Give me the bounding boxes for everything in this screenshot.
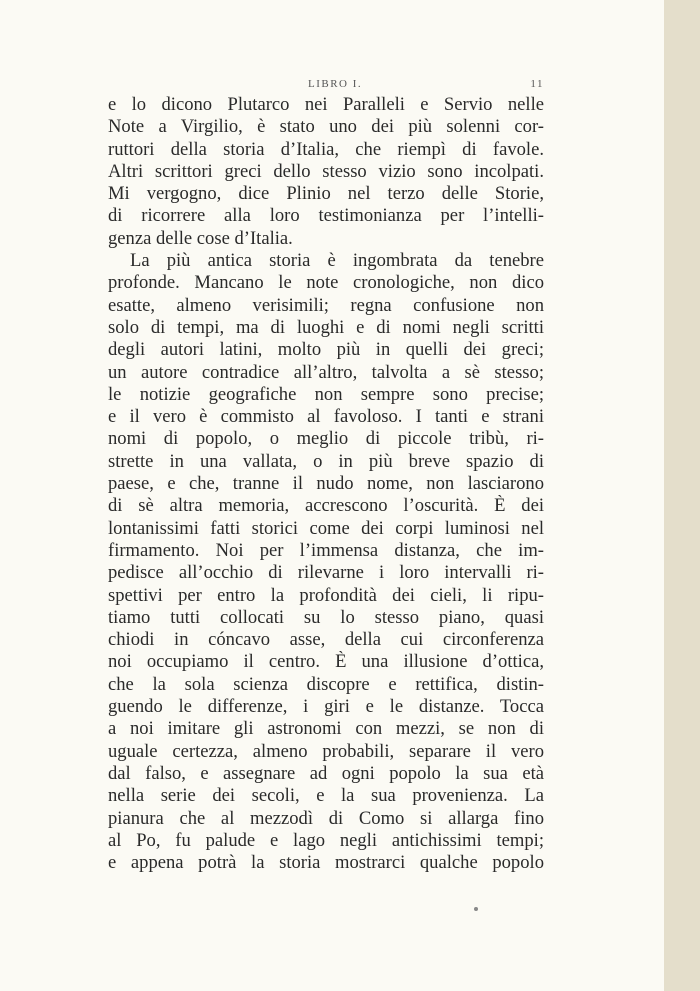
text-line: solo di tempi, ma di luoghi e di nomi negli scritti (108, 316, 544, 338)
text-line: profonde. Mancano le note cronologiche, non dico (108, 272, 544, 294)
text-line: Altri scrittori greci dello stesso vizio sono incolpati. (108, 160, 544, 182)
text-line: La più antica storia è ingombrata da tenebre (130, 250, 544, 272)
text-line: spettivi per entro la profondità dei cieli, li ripu- (108, 584, 544, 606)
text-line: ruttori della storia d’Italia, che riempì di favole. (108, 138, 544, 160)
text-line: al Po, fu palude e lago negli antichissimi tempi; (108, 829, 544, 851)
text-line: nella serie dei secoli, e la sua provenienza. La (108, 785, 544, 807)
text-line: pianura che al mezzodì di Como si allarga fino (108, 807, 544, 829)
text-line: degli autori latini, molto più in quelli dei greci; (108, 339, 544, 361)
text-line: Mi vergogno, dice Plinio nel terzo delle Storie, (108, 183, 544, 205)
text-line: a noi imitare gli astronomi con mezzi, se non di (108, 718, 544, 740)
text-line: guendo le differenze, i giri e le distanze. Tocca (108, 696, 544, 718)
text-line: tiamo tutti collocati su lo stesso piano, quasi (108, 606, 544, 628)
text-line: pedisce all’occhio di rilevarne i loro intervalli ri- (108, 562, 544, 584)
text-line: e appena potrà la storia mostrarci qualche popolo (108, 852, 544, 874)
text-line: le notizie geografiche non sempre sono precise; (108, 383, 544, 405)
text-line: noi occupiamo il centro. È una illusione d’ottica, (108, 651, 544, 673)
text-line: e il vero è commisto al favoloso. I tanti e strani (108, 406, 544, 428)
running-head (108, 78, 544, 94)
page-edge-band (664, 0, 700, 991)
ink-speck (474, 907, 478, 911)
text-line: paese, e che, tranne il nudo nome, non lasciarono (108, 473, 544, 495)
text-line: e lo dicono Plutarco nei Paralleli e Servio nelle (108, 94, 544, 115)
text-line: dal falso, e assegnare ad ogni popolo la sua età (108, 762, 544, 784)
text-line: di ricorrere alla loro testimonianza per l’intelli- (108, 205, 544, 227)
text-line: esatte, almeno verisimili; regna confusione non (108, 294, 544, 316)
text-line: un autore contradice all’altro, talvolta a sè stesso; (108, 361, 544, 383)
text-line: firmamento. Noi per l’immensa distanza, che im- (108, 539, 544, 561)
body-text (108, 94, 544, 874)
text-line: lontanissimi fatti storici come dei corpi luminosi nel (108, 517, 544, 539)
text-line: strette in una vallata, o in più breve spazio di (108, 450, 544, 472)
text-line: che la sola scienza discopre e rettifica, distin- (108, 673, 544, 695)
text-line: di sè altra memoria, accrescono l’oscurità. È dei (108, 495, 544, 517)
running-head-title: LIBRO I. (308, 78, 363, 90)
text-line: uguale certezza, almeno probabili, separare il vero (108, 740, 544, 762)
text-line: nomi di popolo, o meglio di piccole tribù, ri- (108, 428, 544, 450)
text-line: chiodi in cóncavo asse, della cui circonferenza (108, 629, 544, 651)
page-number: 11 (530, 78, 544, 90)
text-line: Note a Virgilio, è stato uno dei più solenni cor- (108, 116, 544, 138)
text-line: genza delle cose d’Italia. (108, 227, 293, 249)
